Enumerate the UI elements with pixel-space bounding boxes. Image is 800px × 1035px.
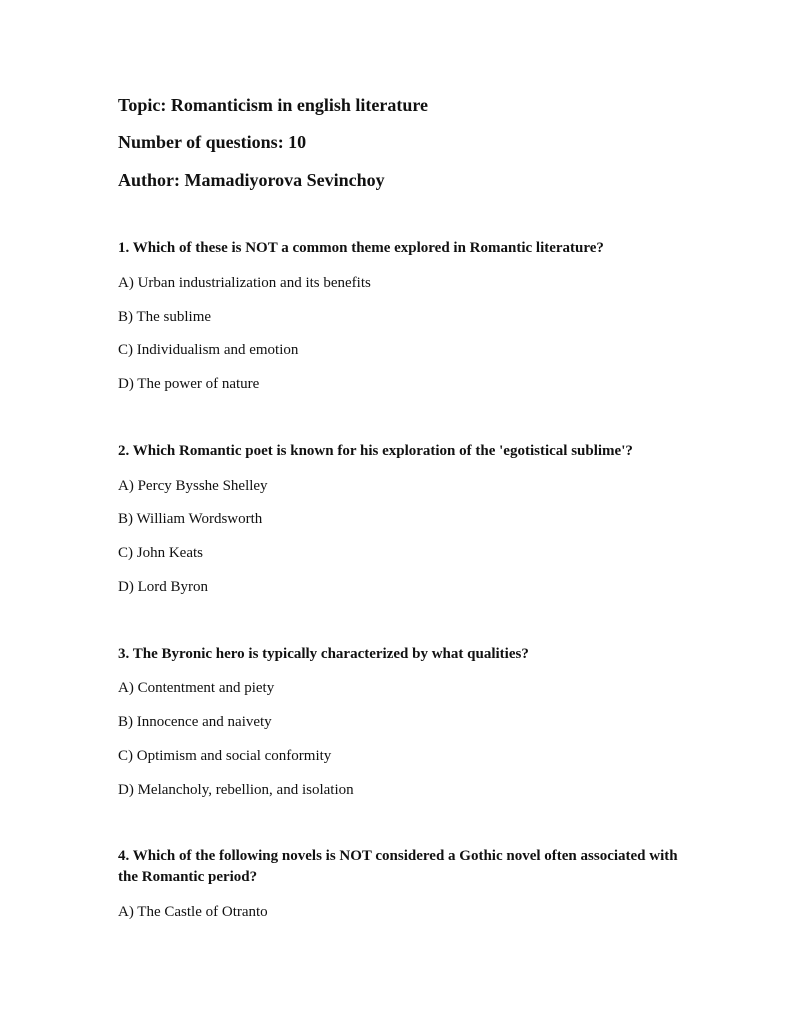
question-1-option-b: B) The sublime (118, 309, 212, 325)
question-1-option-d: D) The power of nature (118, 376, 260, 392)
question-3-option-b: B) Innocence and naivety (118, 714, 272, 730)
question-3-option-a: A) Contentment and piety (118, 680, 275, 696)
question-1-option-c: C) Individualism and emotion (118, 342, 299, 358)
question-2-option-d: D) Lord Byron (118, 579, 208, 595)
question-4-option-a: A) The Castle of Otranto (118, 904, 268, 920)
question-2-option-a: A) Percy Bysshe Shelley (118, 478, 268, 494)
topic-heading: Topic: Romanticism in english literature (118, 95, 428, 115)
question-count-heading: Number of questions: 10 (118, 132, 307, 152)
question-2-option-b: B) William Wordsworth (118, 511, 263, 527)
question-1-option-a: A) Urban industrialization and its benefits (118, 275, 371, 291)
author-heading: Author: Mamadiyorova Sevinchoy (118, 170, 385, 190)
question-4: 4. Which of the following novels is NOT considered a Gothic novel often associated with the Romantic period? (118, 848, 678, 885)
question-3-option-c: C) Optimism and social conformity (118, 748, 332, 764)
question-3-option-d: D) Melancholy, rebellion, and isolation (118, 782, 354, 798)
question-2: 2. Which Romantic poet is known for his exploration of the 'egotistical sublime'? (118, 443, 633, 459)
question-1: 1. Which of these is NOT a common theme explored in Romantic literature? (118, 240, 604, 256)
question-3: 3. The Byronic hero is typically characterized by what qualities? (118, 646, 529, 662)
question-2-option-c: C) John Keats (118, 545, 203, 561)
